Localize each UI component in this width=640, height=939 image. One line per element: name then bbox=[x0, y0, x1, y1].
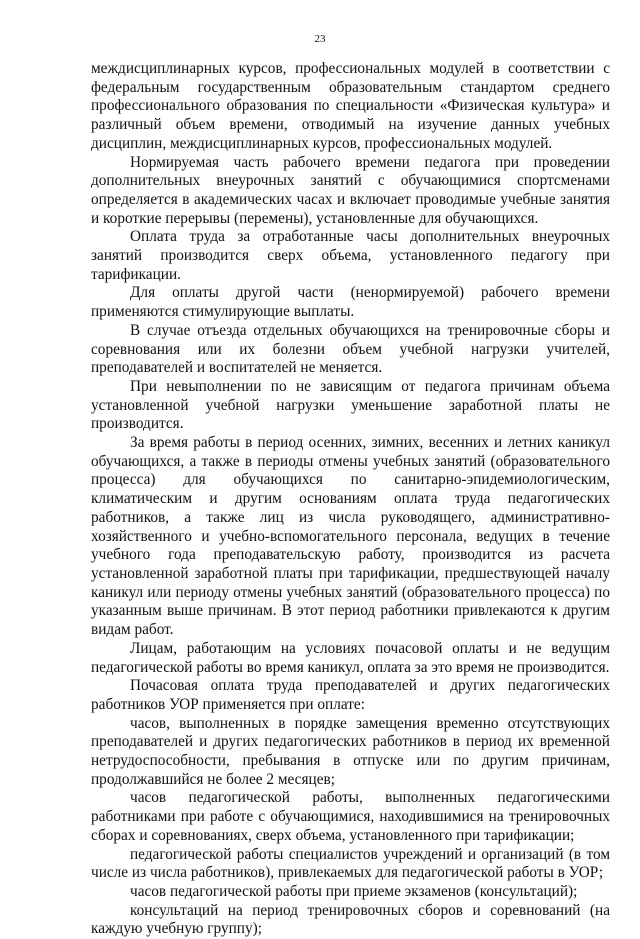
page-number: 23 bbox=[314, 33, 326, 45]
list-item: часов педагогической работы при приеме экзаменов (консультаций); bbox=[130, 882, 578, 900]
paragraph: За время работы в период осенних, зимних, весенних и летних каникул обучающихся, а также в периоды отмены учебных занятий (образовательного процесса) для обучающихся по санитарно-эпидемиологическим, климатическим и другим основаниям оплата труда педагогических работников, а также лиц из числа руководящего, административно-хозяйственного и учебно-вспомогательного персонала, ведущих в течение учебного года преподавательскую работу, производится из расчета установленной заработной платы при тарификации, предшествующей началу каникул или периоду отмены учебных занятий (образовательного процесса) по указанным выше причинам. В этот период работники привлекаются к другим видам работ. bbox=[91, 434, 610, 639]
list-item: часов педагогической работы, выполненных педагогическими работниками при работе с обучающимися, находившимися на тренировочных сборах и соревнованиях, сверх объема, установленного при тарификации; bbox=[91, 789, 610, 844]
paragraph: Почасовая оплата труда преподавателей и других педагогических работников УОР применяется при оплате: bbox=[91, 677, 610, 713]
list-item: педагогической работы специалистов учреждений и организаций (в том числе из числа работников), привлекаемых для педагогической работы в УОР; bbox=[91, 845, 610, 882]
paragraph: Для оплаты другой части (ненормируемой) рабочего времени применяются стимулирующие выплаты. bbox=[91, 284, 610, 321]
list-item: консультаций на период тренировочных сборов и соревнований (на каждую учебную группу); bbox=[91, 901, 610, 938]
paragraph: Оплата труда за отработанные часы дополнительных внеурочных занятий производится сверх объема, установленного педагогу при тарификации. bbox=[91, 228, 610, 283]
paragraph: междисциплинарных курсов, профессиональных модулей в соответствии с федеральным государственным образовательным стандартом среднего профессионального образования по специальности «Физическая культура» и различный объем времени, отводимый на изучение данных учебных дисциплин, междисциплинарных курсов, профессиональных модулей. bbox=[91, 60, 610, 152]
paragraph: Лицам, работающим на условиях почасовой оплаты и не ведущим педагогической работы во время каникул, оплата за это время не производится. bbox=[91, 639, 610, 676]
paragraph: При невыполнении по не зависящим от педагога причинам объема установленной учебной нагрузки уменьшение заработной платы не производится. bbox=[91, 377, 610, 433]
list-item: часов, выполненных в порядке замещения временно отсутствующих преподавателей и других педагогических работников в период их временной нетрудоспособности, пребывания в отпуске или по другим причинам, продолжавшийся не более 2 месяцев; bbox=[91, 714, 610, 788]
document-body bbox=[91, 60, 610, 939]
paragraph: В случае отъезда отдельных обучающихся на тренировочные сборы и соревнования или их болезни объем учебной нагрузки учителей, преподавателей и воспитателей не меняется. bbox=[91, 321, 610, 377]
paragraph: Нормируемая часть рабочего времени педагога при проведении дополнительных внеурочных занятий с обучающимися спортсменами определяется в академических часах и включает проводимые учебные занятия и короткие перерывы (перемены), установленные для обучающихся. bbox=[91, 153, 610, 227]
